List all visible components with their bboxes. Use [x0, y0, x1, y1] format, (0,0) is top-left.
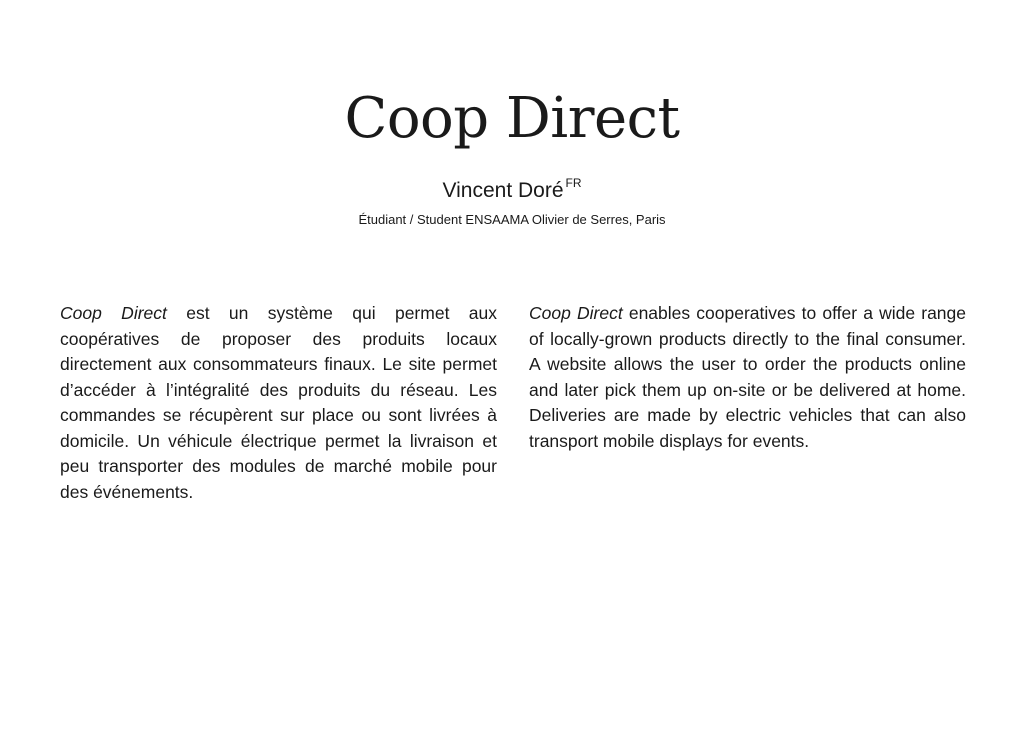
- author-country: FR: [565, 176, 582, 190]
- french-lead: Coop Direct: [60, 303, 167, 323]
- english-paragraph: [529, 301, 966, 454]
- french-body: est un système qui permet aux coopératives de proposer des produits locaux directement aux consommateurs finaux. Le site permet d’accéder à l’intégralité des produits du réseau. Les commandes se récupèrent sur place ou sont livrées à domicile. Un véhicule électrique permet la livraison et peu transporter des modules de marché mobile pour des événements.: [60, 303, 497, 502]
- author-affiliation: Étudiant / Student ENSAAMA Olivier de Serres, Paris: [358, 212, 666, 227]
- document-title: Coop Direct: [344, 86, 680, 151]
- english-lead: Coop Direct: [529, 303, 623, 323]
- english-body: enables cooperatives to offer a wide range of locally-grown products directly to the final consumer. A website allows the user to order the products online and later pick them up on-site or be delivered at home. Deliveries are made by electric vehicles that can also transport mobile displays for events.: [529, 303, 966, 451]
- author-line: [0, 178, 1024, 203]
- french-paragraph: [60, 301, 497, 505]
- author-name: Vincent Doré: [442, 179, 564, 202]
